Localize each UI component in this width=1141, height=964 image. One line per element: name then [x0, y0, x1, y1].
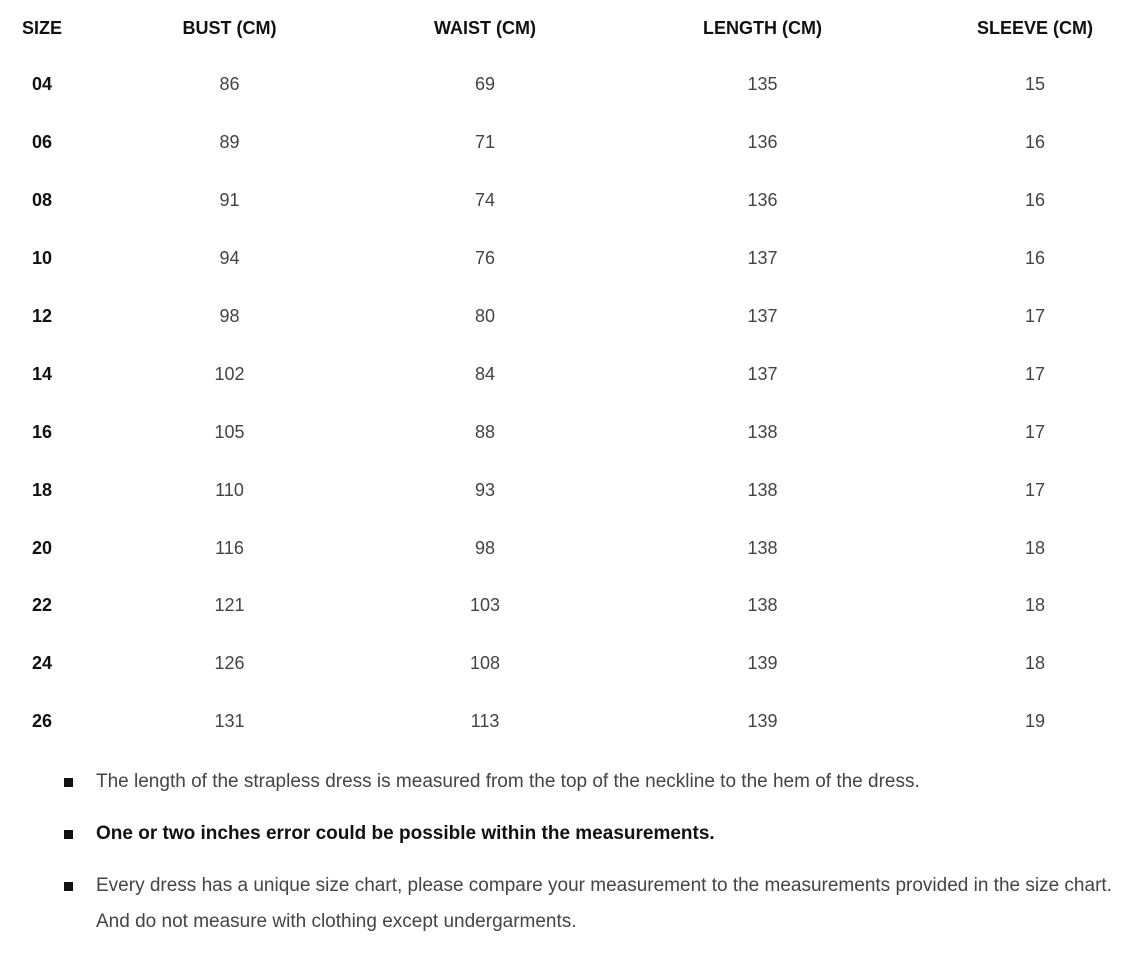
cell-sleeve: 16 [1024, 190, 1046, 211]
cell-bust: 121 [214, 595, 245, 616]
table-row [0, 403, 1140, 461]
cell-length: 139 [747, 711, 778, 732]
cell-length: 137 [747, 248, 778, 269]
table-row [0, 230, 1140, 288]
cell-waist: 98 [474, 537, 496, 558]
cell-sleeve: 19 [1024, 711, 1046, 732]
table-row [0, 345, 1140, 403]
cell-size: 22 [31, 595, 53, 616]
cell-size: 24 [31, 653, 53, 674]
cell-waist: 93 [474, 479, 496, 500]
cell-length: 136 [747, 132, 778, 153]
cell-length: 138 [747, 537, 778, 558]
list-item [0, 868, 1120, 940]
cell-size: 20 [31, 537, 53, 558]
header-sleeve: SLEEVE (CM) [976, 17, 1093, 38]
cell-length: 137 [747, 306, 778, 326]
cell-bust: 94 [219, 248, 240, 269]
cell-sleeve: 18 [1024, 595, 1046, 616]
cell-bust: 102 [214, 363, 245, 384]
cell-sleeve: 16 [1024, 132, 1046, 153]
table-row [0, 56, 1140, 114]
cell-bust: 126 [214, 653, 245, 674]
cell-sleeve: 15 [1024, 74, 1046, 95]
cell-bust: 110 [215, 479, 244, 500]
table-row [0, 114, 1140, 172]
cell-waist: 80 [474, 306, 496, 326]
cell-waist: 71 [474, 132, 496, 153]
cell-size: 12 [31, 306, 53, 326]
cell-size: 08 [31, 190, 53, 211]
cell-length: 138 [747, 595, 778, 616]
cell-bust: 116 [215, 537, 244, 558]
header-waist: WAIST (CM) [434, 17, 536, 38]
note-text: One or two inches error could be possible within the measurements. [96, 823, 715, 844]
cell-waist: 76 [474, 248, 496, 269]
cell-bust: 98 [219, 306, 240, 326]
header-row [0, 0, 1140, 56]
cell-sleeve: 17 [1024, 421, 1046, 442]
cell-sleeve: 17 [1024, 306, 1046, 326]
cell-bust: 131 [214, 711, 245, 732]
cell-bust: 91 [219, 190, 240, 211]
cell-length: 135 [747, 74, 778, 95]
cell-waist: 113 [470, 711, 500, 732]
cell-sleeve: 18 [1024, 537, 1046, 558]
table-row [0, 172, 1140, 230]
cell-waist: 88 [474, 421, 496, 442]
cell-bust: 105 [214, 421, 245, 442]
table-row [0, 693, 1140, 751]
list-item [0, 816, 1120, 852]
cell-size: 06 [31, 132, 53, 153]
table-body [0, 56, 1140, 751]
cell-sleeve: 17 [1024, 363, 1046, 384]
cell-length: 138 [747, 479, 778, 500]
notes-list [0, 764, 1120, 956]
cell-size: 10 [31, 248, 53, 269]
cell-size: 04 [31, 74, 53, 95]
note-text: The length of the strapless dress is measured from the top of the neckline to the hem of the dress. [96, 771, 920, 792]
cell-waist: 108 [469, 653, 501, 674]
cell-waist: 74 [474, 190, 496, 211]
header-bust: BUST (CM) [182, 17, 277, 38]
cell-bust: 89 [219, 132, 240, 153]
cell-length: 137 [747, 363, 778, 384]
table-header [0, 0, 1140, 56]
square-bullet-icon [64, 882, 73, 891]
cell-length: 138 [747, 421, 778, 442]
cell-size: 16 [31, 421, 53, 442]
table-row [0, 461, 1140, 519]
note-text: Every dress has a unique size chart, please compare your measurement to the measurements provided in the size chart. And do not measure with clothing except undergarments. [96, 875, 1112, 932]
table-row [0, 519, 1140, 577]
cell-waist: 84 [474, 363, 496, 384]
cell-waist: 103 [469, 595, 501, 616]
square-bullet-icon [64, 830, 73, 839]
cell-waist: 69 [474, 74, 496, 95]
list-item [0, 764, 1120, 800]
cell-length: 139 [747, 653, 778, 674]
table-row [0, 577, 1140, 635]
header-length: LENGTH (CM) [703, 17, 822, 38]
cell-sleeve: 18 [1024, 653, 1046, 674]
cell-sleeve: 17 [1024, 479, 1046, 500]
cell-size: 14 [31, 363, 53, 384]
cell-size: 26 [31, 711, 53, 732]
header-size: SIZE [21, 17, 62, 38]
table-row [0, 288, 1140, 346]
cell-bust: 86 [219, 74, 240, 95]
cell-size: 18 [31, 479, 53, 500]
cell-length: 136 [747, 190, 778, 211]
cell-sleeve: 16 [1024, 248, 1046, 269]
table-row [0, 635, 1140, 693]
square-bullet-icon [64, 778, 73, 787]
